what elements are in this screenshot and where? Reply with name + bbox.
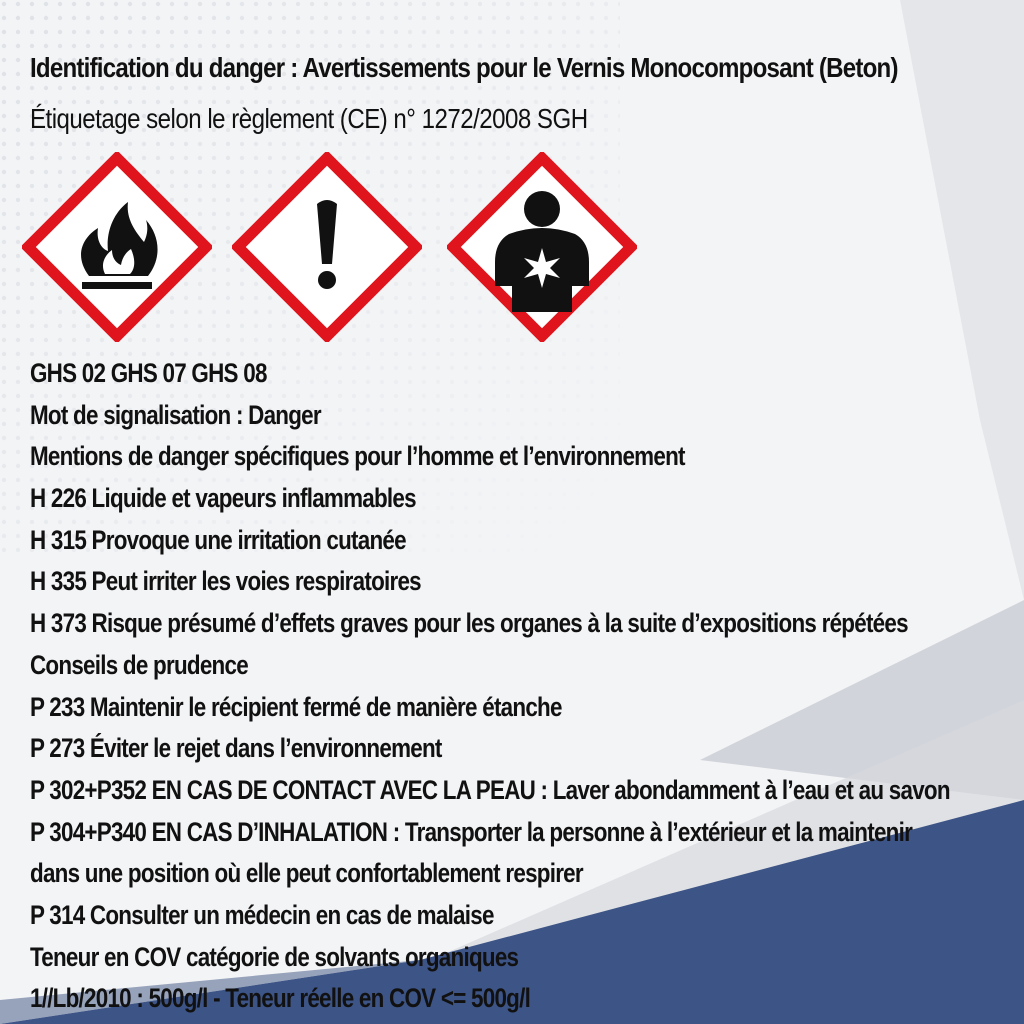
- ghs-pictograms: [22, 152, 642, 342]
- ghs-codes: GHS 02 GHS 07 GHS 08: [30, 358, 267, 388]
- hazard-text-block: [30, 353, 1020, 1020]
- precaution-p314: P 314 Consulter un médecin en cas de malaise: [30, 899, 494, 930]
- precaution-p273: P 273 Éviter le rejet dans l’environnement: [30, 733, 442, 764]
- hazard-statement-h226: H 226 Liquide et vapeurs inflammables: [30, 483, 416, 514]
- ghs08-health-hazard-icon: [447, 152, 637, 342]
- hazard-statement-h335: H 335 Peut irriter les voies respiratoires: [30, 566, 421, 597]
- page-title: Identification du danger : Avertissements pour le Vernis Monocomposant (Beton): [30, 52, 898, 83]
- hazard-statements-heading: Mentions de danger spécifiques pour l’homme et l’environnement: [30, 441, 685, 472]
- hazard-statement-h373: H 373 Risque présumé d’effets graves pour les organes à la suite d’expositions répétées: [30, 608, 908, 639]
- precautionary-heading: Conseils de prudence: [30, 649, 248, 680]
- ghs02-flame-icon: [22, 152, 212, 342]
- precaution-p304-p340-continued: dans une position où elle peut confortablement respirer: [30, 858, 583, 889]
- page-subtitle: Étiquetage selon le règlement (CE) n° 1272/2008 SGH: [30, 103, 588, 134]
- precaution-p233: P 233 Maintenir le récipient fermé de manière étanche: [30, 691, 562, 722]
- voc-category: Teneur en COV catégorie de solvants organiques: [30, 941, 519, 972]
- ghs07-exclamation-icon: [232, 152, 422, 342]
- precaution-p304-p340: P 304+P340 EN CAS D’INHALATION : Transporter la personne à l’extérieur et la maintenir: [30, 816, 913, 847]
- signal-word: Mot de signalisation : Danger: [30, 399, 321, 430]
- voc-content: 1//Lb/2010 : 500g/l - Teneur réelle en COV <= 500g/l: [30, 983, 531, 1014]
- precaution-p302-p352: P 302+P352 EN CAS DE CONTACT AVEC LA PEAU : Laver abondamment à l’eau et au savon: [30, 774, 950, 805]
- hazard-statement-h315: H 315 Provoque une irritation cutanée: [30, 524, 406, 555]
